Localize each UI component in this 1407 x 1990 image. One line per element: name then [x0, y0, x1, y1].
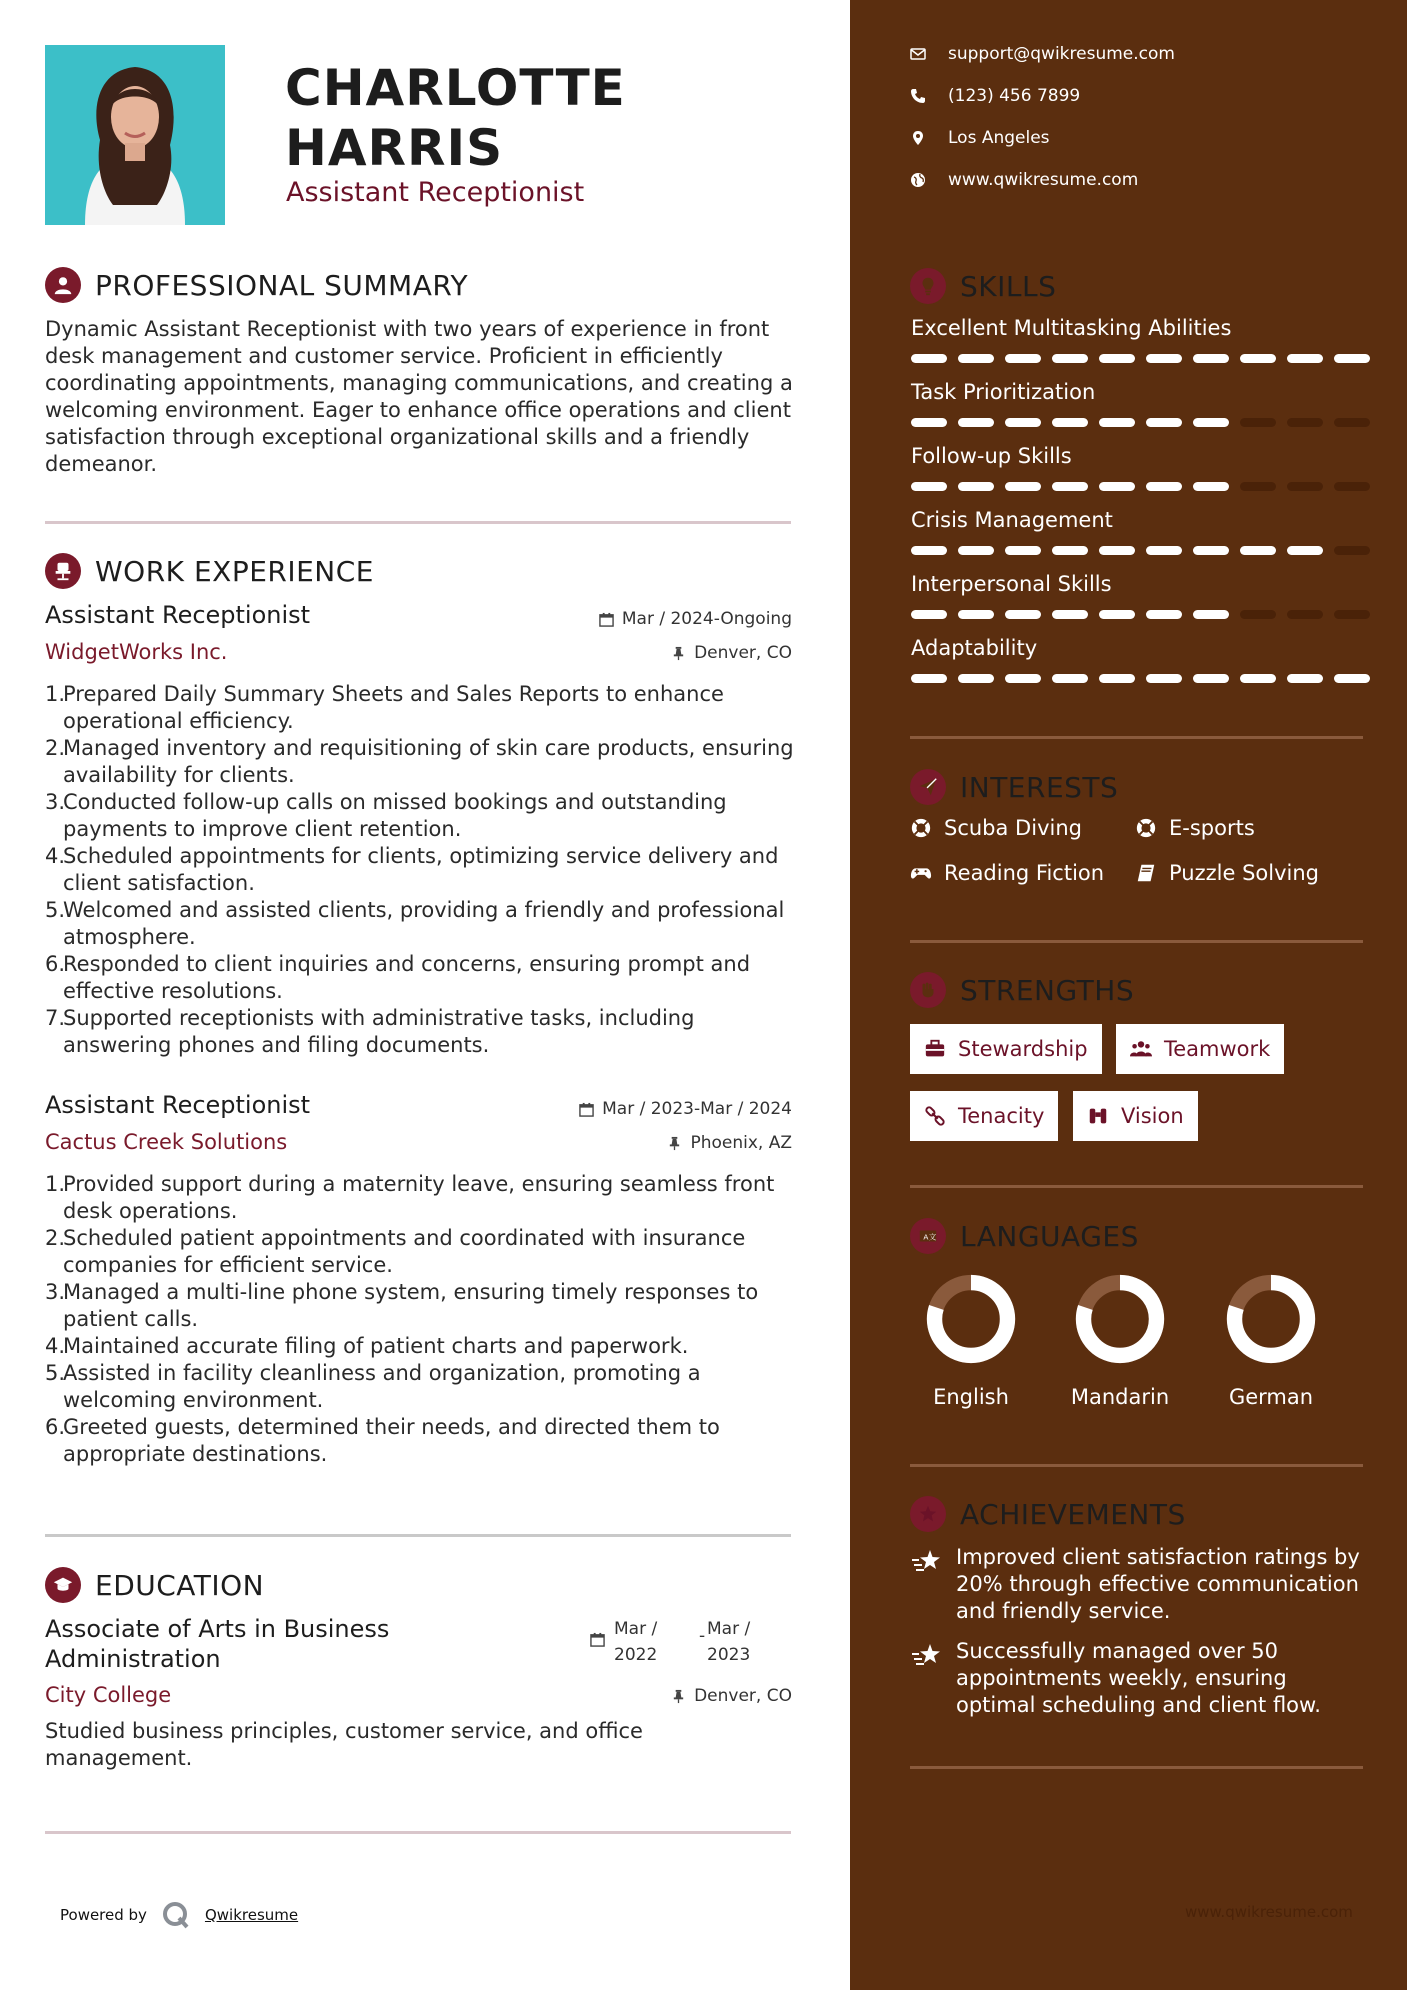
job-1-location-text: Denver, CO — [694, 643, 792, 663]
svg-text:A: A — [923, 1232, 929, 1242]
job-2-date-text: Mar / 2023-Mar / 2024 — [602, 1099, 792, 1119]
skill-dot — [1005, 482, 1041, 491]
job-1-date-text: Mar / 2024-Ongoing — [621, 609, 792, 629]
summary-text: Dynamic Assistant Receptionist with two years of experience in front desk management and customer service. Proficient in efficiently coordinating appointments, managing communications, and creating a welcoming environment. Eager to enhance office operations and client satisfaction through exceptional organizational skills and a friendly demeanor. — [45, 317, 793, 476]
skills-title: SKILLS — [960, 269, 1057, 303]
list-number: 6. — [45, 1415, 66, 1439]
lifebuoy-icon — [910, 817, 932, 839]
job-2-location-text: Phoenix, AZ — [690, 1133, 792, 1153]
languages-title: LANGUAGES — [960, 1219, 1139, 1253]
interest-item-4 — [1135, 861, 1319, 885]
lifebuoy-icon — [1135, 817, 1157, 839]
email-text[interactable]: support@qwikresume.com — [948, 44, 1175, 64]
list-text: Scheduled appointments for clients, optimizing service delivery and client satisfaction. — [63, 844, 779, 895]
skill-dot — [1240, 546, 1276, 555]
skill-dot — [1052, 418, 1088, 427]
skill-dot — [958, 674, 994, 683]
list-item — [45, 1005, 805, 1059]
name-first: CHARLOTTE — [285, 59, 626, 117]
job-2-title: Assistant Receptionist — [45, 1091, 311, 1119]
degree-line-1: Associate of Arts in Business — [45, 1615, 390, 1643]
list-number: 5. — [45, 898, 66, 922]
binoculars-icon — [1087, 1105, 1109, 1127]
star-badge-icon — [910, 1496, 946, 1532]
strengths-title: STRENGTHS — [960, 973, 1135, 1007]
education-location-text: Denver, CO — [694, 1686, 792, 1706]
shooting-star-icon — [910, 1640, 942, 1672]
skill-dot — [958, 546, 994, 555]
date-separator: - — [699, 1626, 706, 1646]
skill-dot — [1287, 610, 1323, 619]
name-last: HARRIS — [285, 119, 504, 177]
pin-icon — [671, 646, 686, 661]
strength-tag-1 — [910, 1024, 1102, 1074]
interest-item-1 — [910, 816, 1082, 840]
skill-dot — [1334, 354, 1370, 363]
skill-dot — [1240, 354, 1276, 363]
skill-dot — [1099, 674, 1135, 683]
interests-title: INTERESTS — [960, 770, 1119, 804]
skill-dot — [1005, 546, 1041, 555]
section-divider — [45, 1534, 791, 1537]
skill-rating — [911, 354, 1370, 363]
skill-dot — [1334, 418, 1370, 427]
list-item — [45, 843, 805, 897]
map-pin-icon — [910, 130, 926, 146]
skill-rating — [911, 482, 1370, 491]
lightbulb-icon — [910, 268, 946, 304]
skill-dot — [1052, 674, 1088, 683]
list-item — [45, 1225, 805, 1279]
list-number: 1. — [45, 682, 66, 706]
skill-dot — [1193, 354, 1229, 363]
skill-dot — [958, 418, 994, 427]
pin-icon — [671, 1689, 686, 1704]
footer-powered-by — [60, 1900, 298, 1930]
skill-dot — [1193, 418, 1229, 427]
education-end-date — [707, 1616, 750, 1668]
skill-dot — [1287, 418, 1323, 427]
achievements-title: ACHIEVEMENTS — [960, 1497, 1186, 1531]
link-icon — [924, 1105, 946, 1127]
translate-icon — [910, 1218, 946, 1254]
skill-dot — [1146, 354, 1182, 363]
skill-rating — [911, 610, 1370, 619]
interest-label: E-sports — [1169, 816, 1255, 840]
list-text: Responded to client inquiries and concerns, ensuring prompt and effective resolutions. — [63, 952, 751, 1003]
job-2-dates — [579, 1099, 792, 1119]
language-level-ring — [1072, 1271, 1168, 1367]
job-1-dates — [599, 609, 792, 629]
list-number: 5. — [45, 1361, 66, 1385]
strength-tag-3 — [910, 1091, 1058, 1141]
achievement-text: Improved client satisfaction ratings by 20% through effective communication and friendly service. — [956, 1545, 1360, 1623]
list-text: Conducted follow-up calls on missed bookings and outstanding payments to improve client retention. — [63, 790, 727, 841]
strength-tag-2 — [1116, 1024, 1284, 1074]
list-item — [45, 1279, 805, 1333]
chair-icon — [45, 553, 81, 589]
list-text: Managed a multi-line phone system, ensuring timely responses to patient calls. — [63, 1280, 759, 1331]
interest-label: Scuba Diving — [944, 816, 1082, 840]
calendar-icon — [579, 1102, 594, 1117]
section-divider — [45, 1831, 791, 1834]
phone-text: (123) 456 7899 — [948, 86, 1081, 106]
job-2-location — [667, 1133, 792, 1153]
list-item — [45, 681, 805, 735]
qwikresume-link[interactable]: Qwikresume — [204, 1906, 299, 1924]
contact-location — [910, 128, 1050, 148]
list-item — [45, 789, 805, 843]
skill-dot — [1005, 354, 1041, 363]
website-text[interactable]: www.qwikresume.com — [948, 170, 1139, 190]
skill-dot — [958, 610, 994, 619]
qwikresume-logo-icon — [161, 1900, 191, 1930]
skill-dot — [1287, 546, 1323, 555]
language-label: Mandarin — [1070, 1385, 1170, 1409]
list-item — [45, 951, 805, 1005]
list-number: 4. — [45, 1334, 66, 1358]
sidebar-divider — [910, 1766, 1363, 1769]
sidebar-divider — [910, 736, 1363, 739]
strength-tag-4 — [1073, 1091, 1198, 1141]
achievement-item-1 — [910, 1544, 1370, 1625]
pin-icon — [667, 1136, 682, 1151]
skill-dot — [1193, 482, 1229, 491]
job-1-bullets — [45, 681, 805, 1059]
list-item — [45, 735, 805, 789]
skill-dot — [1052, 482, 1088, 491]
list-text: Provided support during a maternity leave, ensuring seamless front desk operations. — [63, 1172, 775, 1223]
phone-icon — [910, 88, 926, 104]
users-icon — [1130, 1038, 1152, 1060]
skill-label: Crisis Management — [911, 508, 1113, 532]
summary-title: PROFESSIONAL SUMMARY — [95, 268, 469, 302]
profile-photo — [45, 45, 225, 225]
contact-website — [910, 170, 1138, 190]
briefcase-icon — [924, 1038, 946, 1060]
education-location — [671, 1686, 792, 1706]
list-text: Prepared Daily Summary Sheets and Sales Reports to enhance operational efficiency. — [63, 682, 724, 733]
skill-dot — [911, 546, 947, 555]
skill-label: Excellent Multitasking Abilities — [911, 316, 1232, 340]
list-number: 6. — [45, 952, 66, 976]
summary-heading — [45, 267, 468, 303]
section-divider — [45, 521, 791, 524]
skill-dot — [1240, 610, 1276, 619]
achievements-heading — [910, 1496, 1186, 1532]
skill-dot — [1334, 546, 1370, 555]
end-year: 2023 — [707, 1645, 751, 1665]
skill-dot — [958, 354, 994, 363]
skill-label: Adaptability — [911, 636, 1038, 660]
candidate-name — [285, 58, 626, 178]
job-2-company: Cactus Creek Solutions — [45, 1130, 288, 1154]
calendar-icon — [590, 1632, 605, 1647]
list-item — [45, 1360, 805, 1414]
shooting-star-icon — [910, 1546, 942, 1578]
skill-dot — [1334, 610, 1370, 619]
language-item — [896, 1271, 1046, 1409]
strength-label: Vision — [1121, 1104, 1184, 1128]
skill-dot — [911, 610, 947, 619]
school-name: City College — [45, 1683, 172, 1707]
list-number: 2. — [45, 736, 66, 760]
list-item — [45, 1171, 805, 1225]
skill-dot — [911, 482, 947, 491]
skill-dot — [1052, 354, 1088, 363]
job-1-location — [671, 643, 792, 663]
achievement-item-2 — [910, 1638, 1370, 1719]
skill-dot — [1287, 482, 1323, 491]
experience-title: WORK EXPERIENCE — [95, 554, 374, 588]
skill-dot — [1334, 674, 1370, 683]
graduation-cap-icon — [45, 1567, 81, 1603]
list-number: 4. — [45, 844, 66, 868]
skill-dot — [1193, 674, 1229, 683]
list-text: Scheduled patient appointments and coordinated with insurance companies for efficient service. — [63, 1226, 746, 1277]
skill-dot — [1146, 674, 1182, 683]
envelope-icon — [910, 46, 926, 62]
job-1-company: WidgetWorks Inc. — [45, 640, 228, 664]
interest-item-2 — [1135, 816, 1255, 840]
paper-plane-icon — [910, 769, 946, 805]
user-circle-icon — [45, 267, 81, 303]
language-item — [1045, 1271, 1195, 1409]
skill-dot — [1287, 354, 1323, 363]
skill-dot — [1052, 610, 1088, 619]
skill-dot — [911, 354, 947, 363]
education-start-date — [614, 1616, 657, 1668]
skills-heading — [910, 268, 1056, 304]
contact-phone — [910, 86, 1080, 106]
degree-line-2: Administration — [45, 1645, 221, 1673]
interest-label: Puzzle Solving — [1169, 861, 1319, 885]
education-title: EDUCATION — [95, 1568, 265, 1602]
candidate-role: Assistant Receptionist — [286, 177, 585, 208]
powered-by-label: Powered by — [60, 1906, 147, 1924]
calendar-icon — [599, 612, 614, 627]
skill-rating — [911, 674, 1370, 683]
strength-label: Stewardship — [958, 1037, 1088, 1061]
list-text: Managed inventory and requisitioning of skin care products, ensuring availability for clients. — [63, 736, 794, 787]
list-number: 3. — [45, 1280, 66, 1304]
job-1-title: Assistant Receptionist — [45, 601, 311, 629]
sidebar-divider — [910, 1185, 1363, 1188]
fist-icon — [910, 972, 946, 1008]
skill-dot — [1005, 674, 1041, 683]
skill-dot — [1240, 482, 1276, 491]
language-level-ring — [923, 1271, 1019, 1367]
achievement-text: Successfully managed over 50 appointments weekly, ensuring optimal scheduling and client flow. — [956, 1639, 1321, 1717]
gamepad-icon — [910, 862, 932, 884]
list-item — [45, 1414, 805, 1468]
list-text: Assisted in facility cleanliness and organization, promoting a welcoming environment. — [63, 1361, 701, 1412]
sidebar-divider — [910, 940, 1363, 943]
skill-dot — [1005, 610, 1041, 619]
footer-site[interactable]: www.qwikresume.com — [1185, 1903, 1353, 1921]
skill-dot — [1099, 546, 1135, 555]
experience-heading — [45, 553, 374, 589]
skill-dot — [1099, 482, 1135, 491]
skill-dot — [1005, 418, 1041, 427]
language-level-ring — [1223, 1271, 1319, 1367]
start-year: 2022 — [614, 1645, 658, 1665]
degree-title — [45, 1614, 389, 1674]
skill-dot — [911, 418, 947, 427]
person-avatar-icon — [45, 45, 225, 225]
skill-dot — [1099, 354, 1135, 363]
skill-dot — [1099, 610, 1135, 619]
skill-dot — [1193, 546, 1229, 555]
skill-dot — [1052, 546, 1088, 555]
skill-dot — [1240, 674, 1276, 683]
interest-item-3 — [910, 861, 1104, 885]
list-text: Maintained accurate filing of patient charts and paperwork. — [63, 1334, 689, 1358]
skill-dot — [1240, 418, 1276, 427]
skill-dot — [1193, 610, 1229, 619]
skill-dot — [1146, 610, 1182, 619]
list-number: 7. — [45, 1006, 66, 1030]
list-text: Supported receptionists with administrative tasks, including answering phones and filing documents. — [63, 1006, 695, 1057]
start-month: Mar / — [614, 1619, 658, 1639]
skill-dot — [1099, 418, 1135, 427]
job-2-bullets — [45, 1171, 805, 1468]
skill-dot — [958, 482, 994, 491]
interests-heading — [910, 769, 1118, 805]
strengths-heading — [910, 972, 1134, 1008]
list-number: 2. — [45, 1226, 66, 1250]
list-number: 1. — [45, 1172, 66, 1196]
skill-dot — [1334, 482, 1370, 491]
language-item — [1196, 1271, 1346, 1409]
list-number: 3. — [45, 790, 66, 814]
education-description: Studied business principles, customer service, and office management. — [45, 1719, 643, 1770]
sidebar-divider — [910, 1464, 1363, 1467]
list-text: Greeted guests, determined their needs, and directed them to appropriate destinations. — [63, 1415, 720, 1466]
skill-dot — [1146, 418, 1182, 427]
skill-dot — [911, 674, 947, 683]
strength-label: Tenacity — [958, 1104, 1045, 1128]
skill-dot — [1146, 546, 1182, 555]
education-heading — [45, 1567, 264, 1603]
strength-label: Teamwork — [1164, 1037, 1271, 1061]
skill-label: Task Prioritization — [911, 380, 1096, 404]
globe-icon — [910, 172, 926, 188]
book-icon — [1135, 862, 1157, 884]
skill-rating — [911, 418, 1370, 427]
skill-label: Interpersonal Skills — [911, 572, 1112, 596]
language-label: English — [933, 1385, 1009, 1409]
skill-label: Follow-up Skills — [911, 444, 1072, 468]
skill-rating — [911, 546, 1370, 555]
list-item — [45, 897, 805, 951]
language-label: German — [1228, 1385, 1314, 1409]
languages-heading — [910, 1218, 1139, 1254]
list-text: Welcomed and assisted clients, providing a friendly and professional atmosphere. — [63, 898, 785, 949]
end-month: Mar / — [707, 1619, 751, 1639]
contact-email — [910, 44, 1175, 64]
skill-dot — [1287, 674, 1323, 683]
skill-dot — [1146, 482, 1182, 491]
list-item — [45, 1333, 805, 1360]
location-text: Los Angeles — [948, 128, 1050, 148]
interest-label: Reading Fiction — [944, 861, 1105, 885]
svg-text:文: 文 — [928, 1232, 937, 1242]
